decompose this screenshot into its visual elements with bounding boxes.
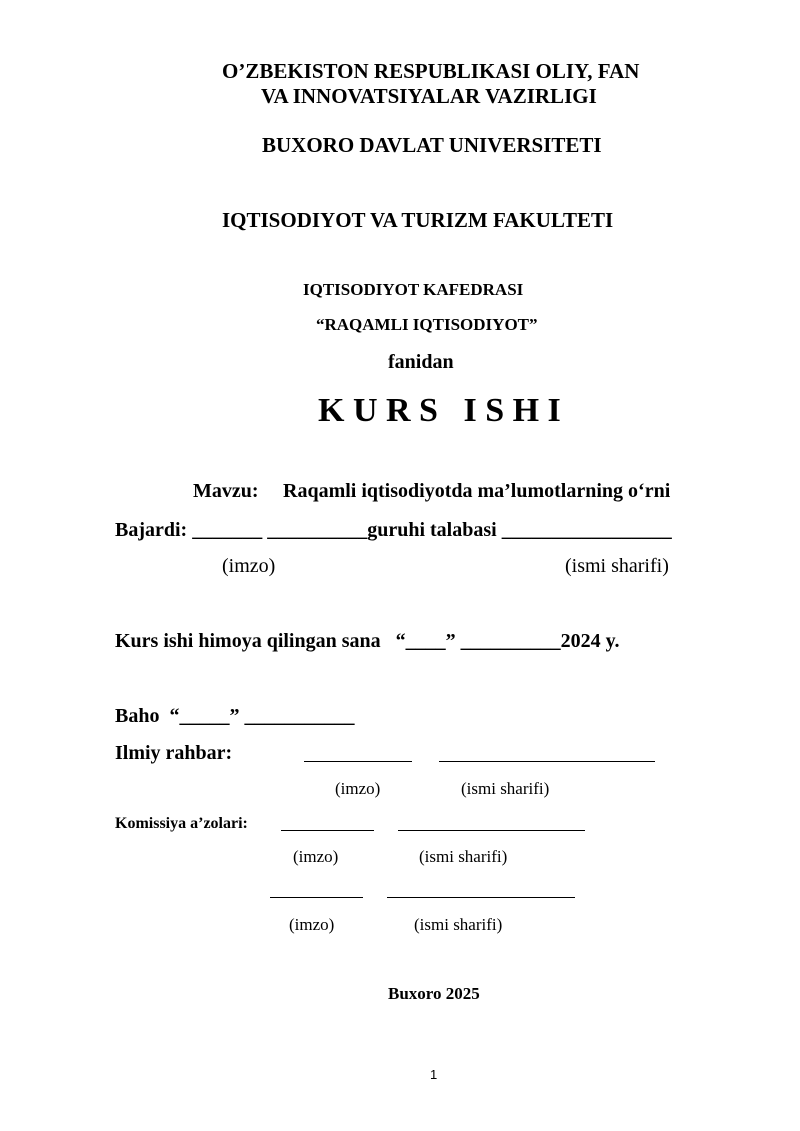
supervisor-signature-caption: (imzo) [335,779,381,798]
commission-signature-caption-1: (imzo) [293,847,339,866]
commission-name-line-1 [398,830,585,831]
defense-date-line: Kurs ishi himoya qilingan sana “____” __________2024 y. [115,630,620,652]
city-year: Buxoro 2025 [388,984,480,1003]
commission-label: Komissiya a’zolari: [115,815,248,832]
topic-label: Mavzu: [193,480,259,502]
commission-name-caption-2: (ismi sharifi) [414,915,503,934]
university-name: BUXORO DAVLAT UNIVERSITETI [262,133,602,157]
commission-signature-caption-2: (imzo) [289,915,335,934]
commission-name-caption-1: (ismi sharifi) [419,847,508,866]
supervisor-name-caption: (ismi sharifi) [461,779,550,798]
supervisor-label: Ilmiy rahbar: [115,742,233,764]
commission-name-line-2 [387,897,575,898]
topic-value: Raqamli iqtisodiyotda ma’lumotlarning o‘rni [283,480,671,502]
faculty-name: IQTISODIYOT VA TURIZM FAKULTETI [222,208,614,232]
ministry-line-1: O’ZBEKISTON RESPUBLIKASI OLIY, FAN [222,59,640,83]
supervisor-signature-line [304,761,412,762]
ministry-line-2: VA INNOVATSIYALAR VAZIRLIGI [261,84,597,108]
supervisor-name-line [439,761,655,762]
student-signature-caption: (imzo) [222,555,276,577]
department-name: IQTISODIYOT KAFEDRASI [303,280,524,299]
performed-by-line: Bajardi: _______ __________guruhi talabasi _________________ [115,519,672,541]
commission-signature-line-1 [281,830,374,831]
page-number: 1 [430,1067,438,1082]
student-name-caption: (ismi sharifi) [565,555,669,577]
fanidan-label: fanidan [388,351,454,373]
document-type-title: K U R S I S H I [318,392,561,429]
commission-signature-line-2 [270,897,363,898]
grade-line: Baho “_____” ___________ [115,705,355,727]
subject-name: “RAQAMLI IQTISODIYOT” [316,315,538,334]
